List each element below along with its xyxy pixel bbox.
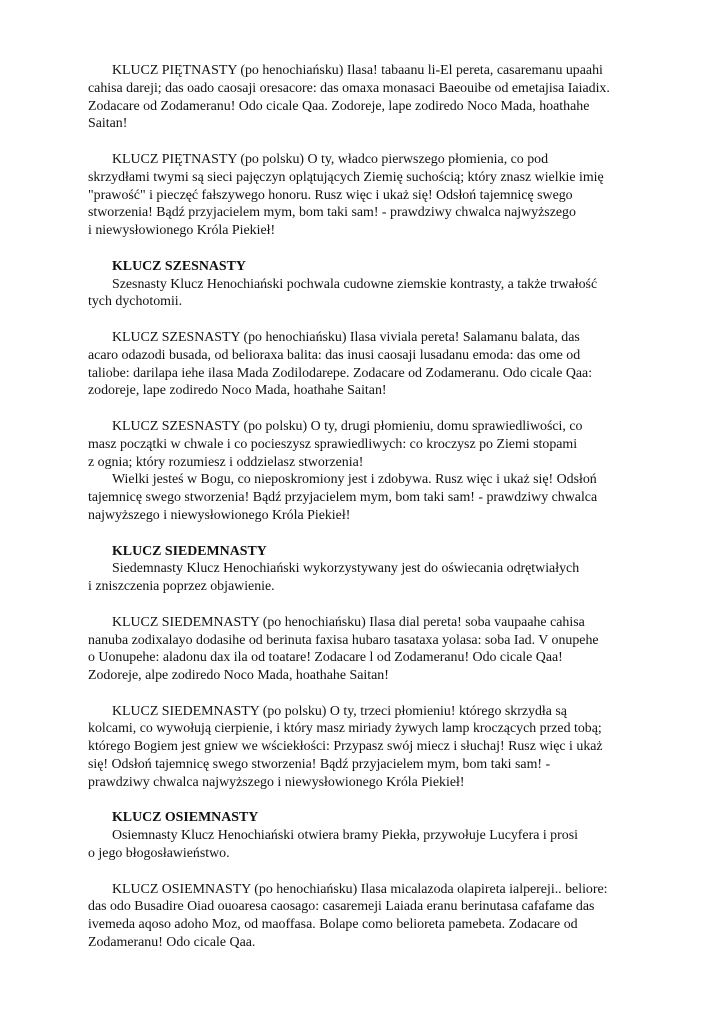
text-line: acaro odazodi busada, od belioraxa balita: das inusi caosaji lusadanu emoda: das ome od	[88, 347, 581, 363]
paragraph	[88, 809, 645, 862]
text-line: taliobe: darilapa iehe ilasa Mada Zodilodarepe. Zodacare od Zodameranu. Odo cicale Qaa:	[88, 365, 593, 381]
text-line: z ognia; który rozumiesz i oddzielasz stworzenia!	[88, 454, 364, 470]
paragraph	[88, 151, 645, 240]
section-heading: KLUCZ OSIEMNASTY	[112, 810, 259, 826]
text-line: "prawość" i pieczęć fałszywego honoru. Rusz więc i ukaż się! Odsłoń tajemnicę swego	[88, 187, 573, 203]
text-line: najwyższego i niewysłowionego Króla Piekieł!	[88, 507, 351, 523]
text-line: tajemnicę swego stworzenia! Bądź przyjacielem mym, bom taki sam! - prawdziwy chwalca	[88, 490, 598, 506]
text-line: i zniszczenia poprzez objawienie.	[88, 579, 275, 595]
paragraph	[88, 614, 645, 685]
text-line: Wielki jesteś w Bogu, co nieposkromiony jest i zdobywa. Rusz więc i ukaż się! Odsłoń	[112, 472, 597, 488]
paragraph	[88, 543, 645, 596]
paragraph	[88, 703, 645, 792]
text-line: masz początki w chwale i co pocieszysz sprawiedliwych: co kroczysz po Ziemi stopami	[88, 436, 578, 452]
section-heading: KLUCZ SZESNASTY	[112, 258, 246, 274]
paragraph	[88, 329, 645, 400]
text-line: stworzenia! Bądź przyjacielem mym, bom taki sam! - prawdziwy chwalca najwyższego	[88, 205, 576, 221]
text-line: KLUCZ OSIEMNASTY (po henochiańsku) Ilasa micalazoda olapireta ialpereji.. beliore:	[112, 881, 608, 897]
text-line: i niewysłowionego Króla Piekieł!	[88, 223, 276, 239]
text-line: się! Odsłoń tajemnicę swego stworzenia! Bądź przyjacielem mym, bom taki sam! -	[88, 757, 551, 773]
section-heading: KLUCZ SIEDEMNASTY	[112, 543, 267, 559]
paragraph	[88, 258, 645, 311]
text-line: KLUCZ SIEDEMNASTY (po henochiańsku) Ilasa dial pereta! soba vaupaahe cahisa	[112, 614, 585, 630]
text-line: Szesnasty Klucz Henochiański pochwala cudowne ziemskie kontrasty, a także trwałość	[112, 276, 598, 292]
text-line: skrzydłami twymi są sieci pajęczyn oplątujących Ziemię suchością; który znasz wielkie imię	[88, 169, 604, 185]
text-line: KLUCZ PIĘTNASTY (po henochiańsku) Ilasa! tabaanu li-El pereta, casaremanu upaahi	[112, 63, 603, 78]
paragraph	[88, 62, 645, 133]
text-line: das odo Busadire Oiad ouoaresa caosago: casaremeji Laiada eranu berinutasa cafafame das	[88, 899, 595, 915]
text-line: Zodacare od Zodameranu! Odo cicale Qaa. Zodoreje, lape zodiredo Noco Mada, hoathahe	[88, 98, 590, 114]
text-line: którego Bogiem jest gniew we wściekłości: Przypasz swój miecz i słuchaj! Rusz więc i ukaż	[88, 739, 603, 755]
text-line: o Uonupehe: aladonu dax ila od toatare! Zodacare l od Zodameranu! Odo cicale Qaa!	[88, 650, 563, 666]
text-line: KLUCZ SZESNASTY (po henochiańsku) Ilasa viviala pereta! Salamanu balata, das	[112, 329, 580, 345]
text-line: KLUCZ SZESNASTY (po polsku) O ty, drugi płomieniu, domu sprawiedliwości, co	[112, 418, 583, 434]
text-line: tych dychotomii.	[88, 294, 183, 310]
text-line: Siedemnasty Klucz Henochiański wykorzystywany jest do oświecania odrętwiałych	[112, 561, 580, 577]
text-line: cahisa dareji; das oado caosaji oresacore: das omaxa monasaci Baeouibe od emetajisa Iaiadix.	[88, 80, 610, 96]
text-line: o jego błogosławieństwo.	[88, 846, 230, 862]
text-line: Zodameranu! Odo cicale Qaa.	[88, 935, 256, 951]
text-line: nanuba zodixalayo dodasihe od berinuta faxisa hubaro tasataxa yolasa: soba Iad. V onupehe	[88, 632, 599, 648]
text-line: Saitan!	[88, 116, 128, 132]
paragraph	[88, 881, 645, 952]
paragraph	[88, 418, 645, 525]
text-line: Zodoreje, alpe zodiredo Noco Mada, hoathahe Saitan!	[88, 668, 389, 684]
text-line: ivemeda aqoso adoho Moz, od maoffasa. Bolape como belioreta pamebeta. Zodacare od	[88, 917, 578, 933]
text-line: Osiemnasty Klucz Henochiański otwiera bramy Piekła, przywołuje Lucyfera i prosi	[112, 828, 578, 844]
text-line: prawdziwy chwalca najwyższego i niewysłowionego Króla Piekieł!	[88, 774, 465, 790]
text-line: KLUCZ PIĘTNASTY (po polsku) O ty, władco pierwszego płomienia, co pod	[112, 151, 549, 167]
text-line: zodoreje, lape zodiredo Noco Mada, hoathahe Saitan!	[88, 383, 387, 399]
text-line: KLUCZ SIEDEMNASTY (po polsku) O ty, trzeci płomieniu! którego skrzydła są	[112, 703, 567, 719]
text-line: kolcami, co wywołują cierpienie, i który masz miriady żywych lamp kroczących przed tobą;	[88, 721, 602, 737]
